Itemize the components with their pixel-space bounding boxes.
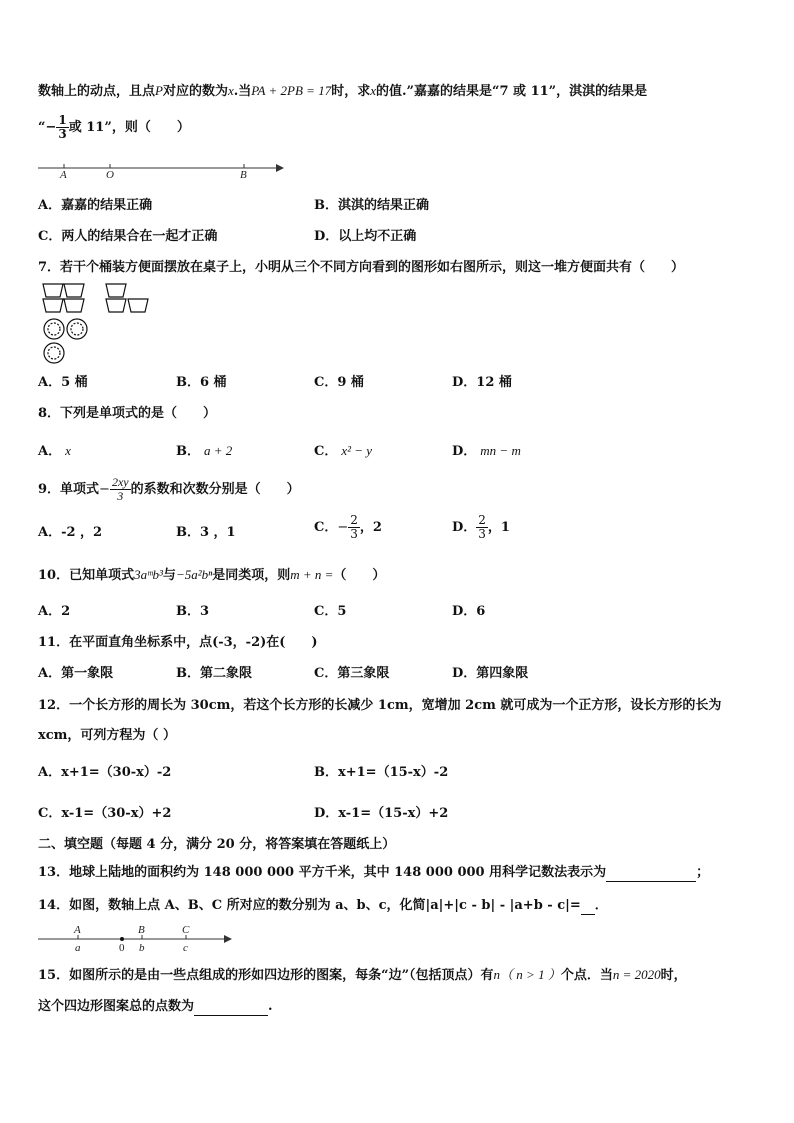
option-expr: x² − y — [341, 443, 373, 458]
option-label: C． — [314, 520, 338, 535]
q12-line2: xcm，可列方程为（ ） — [38, 728, 176, 743]
q11-option-b[interactable]: B．第二象限 — [176, 666, 252, 681]
q10-option-d[interactable]: D．6 — [452, 604, 486, 619]
var-x: x — [370, 83, 376, 98]
frac-den: 3 — [58, 127, 67, 141]
q15-line2 — [38, 997, 273, 1016]
q7-option-a[interactable]: A．5 桶 — [38, 375, 88, 390]
frac-num: 1 — [58, 113, 67, 127]
q6-text: 或 11”，则（ ） — [68, 120, 190, 135]
q14-label-b-lower: b — [139, 942, 145, 954]
q15-end: . — [268, 999, 273, 1014]
front-view — [43, 284, 84, 312]
section-2-header: 二、填空题（每题 4 分，满分 20 分，将答案填在答题纸上） — [38, 837, 396, 852]
q7-option-d[interactable]: D．12 桶 — [452, 375, 512, 390]
fraction — [56, 114, 68, 141]
q7-stem: 7．若干个桶装方便面摆放在桌子上，小明从三个不同方向看到的图形如右图所示，则这一堆方便面共有（ ） — [38, 260, 685, 275]
q6-text: 的值.”嘉嘉的结果是“7 或 11”，淇淇的结果是 — [376, 84, 648, 99]
q7-option-c[interactable]: C．9 桶 — [314, 375, 364, 390]
option-label: D． — [452, 520, 477, 535]
q6-number-line — [38, 158, 288, 180]
answer-blank[interactable] — [606, 863, 696, 882]
q12-line1: 12．一个长方形的周长为 30cm，若这个长方形的长减少 1cm，宽增加 2cm 就可成为一个正方形，设长方形的长为 — [38, 698, 722, 713]
q6-option-d[interactable]: D．以上均不正确 — [314, 229, 417, 244]
q10-expr: m + n = — [290, 567, 334, 582]
q13-text: 13．地球上陆地的面积约为 148 000 000 平方千米，其中 148 000 000 用科学记数法表示为 — [38, 865, 607, 880]
q14-stem — [38, 896, 608, 915]
q14-number-line — [38, 924, 238, 954]
q6-equation: PA + 2PB = 17 — [251, 83, 332, 98]
option-tail: ，1 — [487, 520, 510, 535]
minus-sign: − — [99, 482, 110, 497]
frac-den: 3 — [478, 527, 486, 541]
frac-num: 2xy — [111, 475, 129, 489]
option-label: D． — [452, 444, 477, 459]
term-2: −5a²bⁿ — [175, 567, 213, 582]
frac-den: 3 — [117, 489, 124, 503]
q9-text: 9．单项式 — [38, 482, 100, 497]
q6-option-b[interactable]: B．淇淇的结果正确 — [314, 198, 429, 213]
q15-line1 — [38, 966, 687, 985]
q13-stem — [38, 863, 709, 882]
q10-option-b[interactable]: B．3 — [176, 604, 210, 619]
fraction — [348, 514, 360, 541]
q15-text: 这个四边形图案总的点数为 — [38, 999, 195, 1014]
q12-option-c[interactable]: C．x-1=（30-x）+2 — [38, 806, 172, 821]
q14-label-c-lower: c — [183, 942, 188, 954]
frac-num: 2 — [350, 513, 358, 527]
option-expr: x — [65, 443, 71, 458]
option-expr: a + 2 — [204, 443, 233, 458]
q6-option-a[interactable]: A．嘉嘉的结果正确 — [38, 198, 153, 213]
q10-text: （ ） — [333, 568, 386, 583]
q9-option-b[interactable]: B．3 ，1 — [176, 525, 236, 540]
q14-label-b-upper: B — [138, 924, 145, 936]
q10-stem — [38, 566, 385, 585]
q10-option-c[interactable]: C．5 — [314, 604, 347, 619]
q6-text: 对应的数为 — [162, 84, 228, 99]
q9-text: 的系数和次数分别是（ ） — [130, 482, 300, 497]
q15-equation: n = 2020 — [612, 967, 661, 982]
q8-option-c[interactable] — [314, 442, 372, 461]
q9-option-d[interactable] — [452, 514, 510, 542]
frac-den: 3 — [350, 527, 358, 541]
q11-option-a[interactable]: A．第一象限 — [38, 666, 114, 681]
option-label: C． — [314, 444, 338, 459]
q14-text: 14．如图，数轴上点 A、B、C 所对应的数分别为 a、b、c，化简|a|+|c - b| - |a+b - c|= — [38, 898, 581, 913]
frac-num: 2 — [478, 513, 486, 527]
minus-sign: − — [337, 520, 349, 535]
q12-option-d[interactable]: D．x-1=（15-x）+2 — [314, 806, 449, 821]
option-label: A． — [38, 444, 62, 459]
q6-text: 时，求 — [331, 84, 371, 99]
option-label: B． — [176, 444, 200, 459]
q12-option-a[interactable]: A．x+1=（30-x）-2 — [38, 765, 172, 780]
q15-text: 时， — [660, 968, 687, 983]
q14-end: ． — [594, 898, 608, 913]
q6-text: .当 — [233, 84, 252, 99]
q11-option-c[interactable]: C．第三象限 — [314, 666, 390, 681]
axis-label-a: A — [60, 169, 67, 181]
q6-line2 — [38, 114, 190, 141]
q10-text: 10．已知单项式 — [38, 568, 135, 583]
q11-stem: 11．在平面直角坐标系中，点(-3，-2)在( ) — [38, 635, 318, 650]
q14-label-c-upper: C — [182, 924, 190, 936]
q7-option-b[interactable]: B．6 桶 — [176, 375, 227, 390]
q8-option-d[interactable] — [452, 442, 521, 461]
q14-label-a-lower: a — [75, 942, 81, 954]
q10-text: 与 — [162, 568, 176, 583]
q10-text: 是同类项，则 — [212, 568, 291, 583]
q12-option-b[interactable]: B．x+1=（15-x）-2 — [314, 765, 449, 780]
fraction — [110, 476, 131, 503]
q15-text: 个点．当 — [560, 968, 613, 983]
axis-label-b: B — [240, 169, 247, 181]
q14-label-a-upper: A — [74, 924, 81, 936]
var-x: x — [227, 83, 234, 98]
q11-option-d[interactable]: D．第四象限 — [452, 666, 529, 681]
q8-option-b[interactable] — [176, 442, 232, 461]
q8-stem: 8．下列是单项式的是（ ） — [38, 406, 217, 421]
q15-text: 15．如图所示的是由一些点组成的形如四边形的图案，每条“边”（包括顶点）有 — [38, 968, 494, 983]
var-n: n — [493, 967, 501, 982]
q9-option-c[interactable] — [314, 514, 382, 542]
q6-line1 — [38, 82, 647, 101]
option-expr: mn − m — [480, 443, 521, 458]
answer-blank[interactable] — [194, 997, 268, 1016]
q7-noodle-views-figure — [40, 282, 160, 368]
side-view — [106, 284, 148, 312]
top-view — [44, 319, 87, 363]
option-tail: ，2 — [359, 520, 382, 535]
fraction — [476, 514, 488, 541]
q6-text: “− — [38, 120, 57, 135]
term-1: 3aᵐb³ — [134, 567, 163, 582]
axis-label-o: O — [106, 169, 114, 181]
q15-condition: （ n > 1 ） — [500, 967, 561, 982]
q10-option-a[interactable]: A．2 — [38, 604, 71, 619]
var-p: P — [155, 83, 163, 98]
q9-option-a[interactable]: A．-2 ，2 — [38, 525, 103, 540]
q8-option-a[interactable] — [38, 442, 71, 461]
q6-option-c[interactable]: C．两人的结果合在一起才正确 — [38, 229, 218, 244]
q13-end: ； — [696, 865, 710, 880]
q6-text: 数轴上的动点，且点 — [38, 84, 156, 99]
q9-stem — [38, 476, 300, 504]
answer-blank[interactable] — [581, 896, 595, 915]
q14-label-zero: 0 — [119, 942, 125, 954]
